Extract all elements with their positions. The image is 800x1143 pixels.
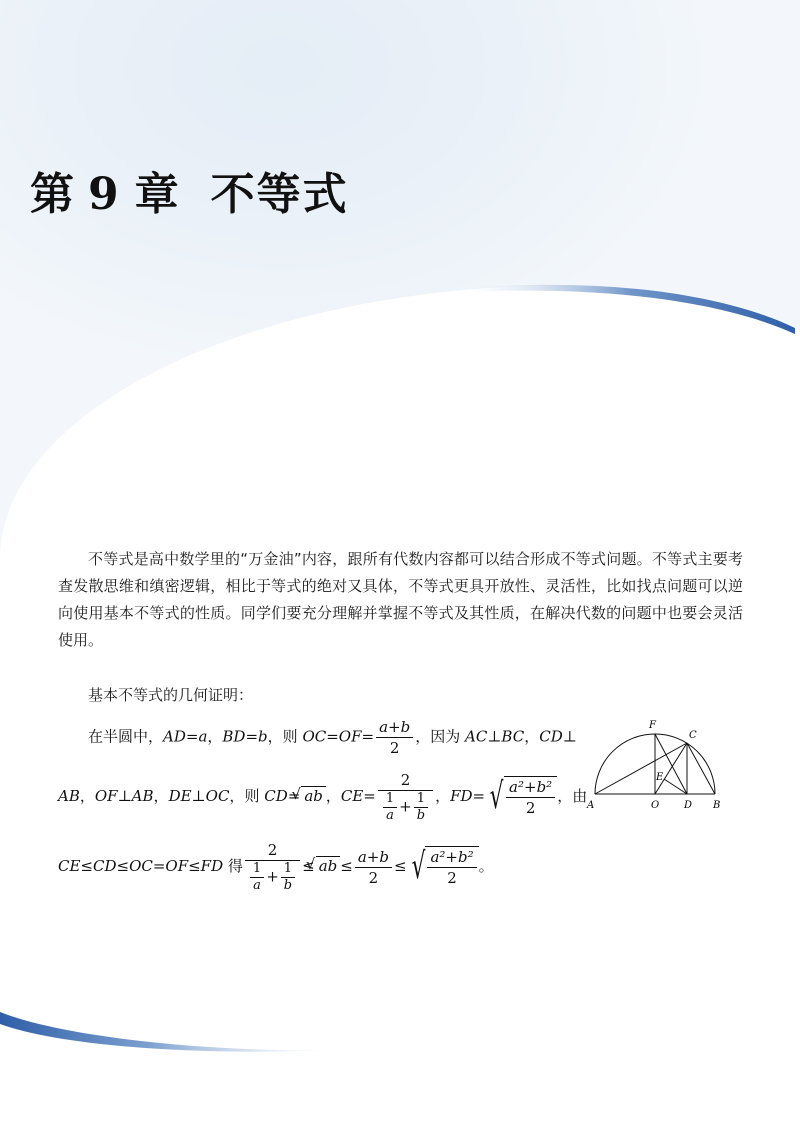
- proof-line-2: AB，OF⊥AB，DE⊥OC，则 CD=√ ab ，CE= 2 $\frac{1}{a}$ + $\frac{1}{b}$ ，FD= √ $\frac{\text{a²+b²}}{2}$ ，由: [58, 770, 587, 824]
- label-D: D: [684, 800, 693, 811]
- sqrt-quadratic-mean: √ $\frac{\text{a²+b²}}{2}$: [485, 776, 557, 818]
- chapter-name: 不等式: [210, 169, 349, 220]
- chapter-suffix: 章: [134, 169, 181, 220]
- fraction-harmonic-mean-2: 2 $\frac{1}{a}$ + $\frac{1}{b}$: [245, 840, 300, 894]
- bottom-blue-band: [0, 1012, 330, 1052]
- label-O: O: [651, 800, 660, 811]
- label-B: B: [713, 800, 721, 811]
- proof-line-3: CE≤CD≤OC=OF≤FD 得 2 $\frac{1}{a}$ + $\frac{1}{b}$ ≤√ ab ≤ $\frac{a+b}{2}$ ≤ √ $\frac{\text{a²+b²}}{2}$ 。: [58, 840, 494, 894]
- sqrt-geometric-mean: √ ab: [301, 786, 326, 805]
- intro-paragraph: 不等式是高中数学里的“万金油”内容，跟所有代数内容都可以结合形成不等式问题。不等式主要考查发散思维和缜密逻辑，相比于等式的绝对又具体，不等式更具开放性、灵活性，比如找点问题可以逆向使用基本不等式的性质。同学们要充分理解并掌握不等式及其性质，在解决代数的问题中也要会灵活使用。: [58, 550, 743, 649]
- label-F: F: [649, 720, 656, 731]
- label-C: C: [689, 730, 697, 741]
- proof-line-1: 在半圆中，AD=a，BD=b，则 OC=OF= $\frac{a+b}{2}$ ，因为 AC⊥BC，CD⊥: [88, 718, 577, 757]
- label-E: E: [656, 772, 664, 783]
- chapter-prefix: 第: [30, 169, 76, 220]
- semicircle-diagram: [585, 714, 725, 814]
- fraction-harmonic-mean: 2 $\frac{1}{a}$ + $\frac{1}{b}$: [378, 770, 433, 824]
- fraction-arithmetic-mean: $\frac{a+b}{2}$: [376, 717, 413, 758]
- label-A: A: [587, 800, 595, 811]
- chapter-number: 9: [88, 169, 121, 220]
- chapter-title: [30, 158, 349, 222]
- proof-heading: 基本不等式的几何证明：: [88, 686, 254, 704]
